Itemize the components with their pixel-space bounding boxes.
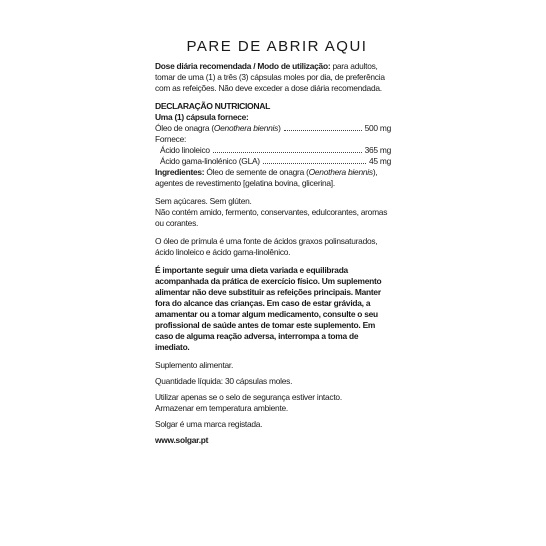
- per-unit-label: Uma (1) cápsula fornece:: [155, 112, 249, 122]
- trademark-notice: Solgar é uma marca registada.: [155, 419, 263, 429]
- free-from-line-2: Não contém amido, fermento, conservantes, edulcorantes, aromas ou corantes.: [155, 207, 388, 228]
- leader-dots: [284, 123, 362, 131]
- tear-here-label: PARE DE ABRIR AQUI: [186, 38, 368, 55]
- ingredients-label: Ingredientes:: [155, 167, 205, 177]
- nutrition-title: DECLARAÇÃO NUTRICIONAL: [155, 101, 270, 111]
- net-quantity: Quantidade líquida: 30 cápsulas moles.: [155, 376, 293, 386]
- nutrition-row-gla: [155, 156, 391, 167]
- dose-instructions: [155, 61, 391, 94]
- dose-label: Dose diária recomendada / Modo de utilização:: [155, 61, 331, 71]
- provides-label: Fornece:: [155, 134, 187, 144]
- website-link[interactable]: www.solgar.pt: [155, 435, 209, 445]
- nutrition-row-linoleic: [155, 145, 391, 156]
- product-type: Suplemento alimentar.: [155, 360, 234, 370]
- nutrient-value: 500 mg: [364, 123, 391, 133]
- supplement-label: [155, 38, 391, 446]
- nutrient-name: Ácido gama-linolénico (GLA): [160, 156, 260, 166]
- warning-text: É importante seguir uma dieta variada e equilibrada acompanhada da prática de exercício físico. Um suplemento alimentar não deve substituir as refeições principais. Manter fora do alcance das crianças. Em caso de estar grávida, a amamentar ou a tomar algum medicamento, consulte o seu profissional de saúde antes de tomar este suplemento. Em caso de alguma reação adversa, interrompa a toma de imediato.: [155, 265, 382, 352]
- free-from-line-1: Sem açúcares. Sem glúten.: [155, 196, 252, 206]
- nutrient-value: 45 mg: [368, 156, 391, 166]
- nutrient-name: Óleo de onagra (Oenothera biennis): [155, 123, 281, 133]
- leader-dots: [263, 156, 366, 164]
- ingredients: Ingredientes: Óleo de semente de onagra (Oenothera biennis), agentes de revestimento [gelatina bovina, glicerina].: [155, 167, 378, 188]
- nutrient-value: 365 mg: [364, 145, 391, 155]
- nutrient-name: Ácido linoleico: [160, 145, 210, 155]
- leader-dots: [213, 145, 362, 153]
- nutrition-row-oil: [155, 123, 391, 134]
- info-text: O óleo de prímula é uma fonte de ácidos graxos polinsaturados, ácido linoleico e ácido gama-linolênico.: [155, 236, 378, 257]
- storage-notice: Armazenar em temperatura ambiente.: [155, 403, 289, 413]
- seal-notice: Utilizar apenas se o selo de segurança estiver intacto.: [155, 392, 342, 402]
- dose-text: para adultos, tomar de uma (1) a três (3) cápsulas moles por dia, de preferência com as refeições. Não deve exceder a dose diária recomendada.: [155, 61, 385, 93]
